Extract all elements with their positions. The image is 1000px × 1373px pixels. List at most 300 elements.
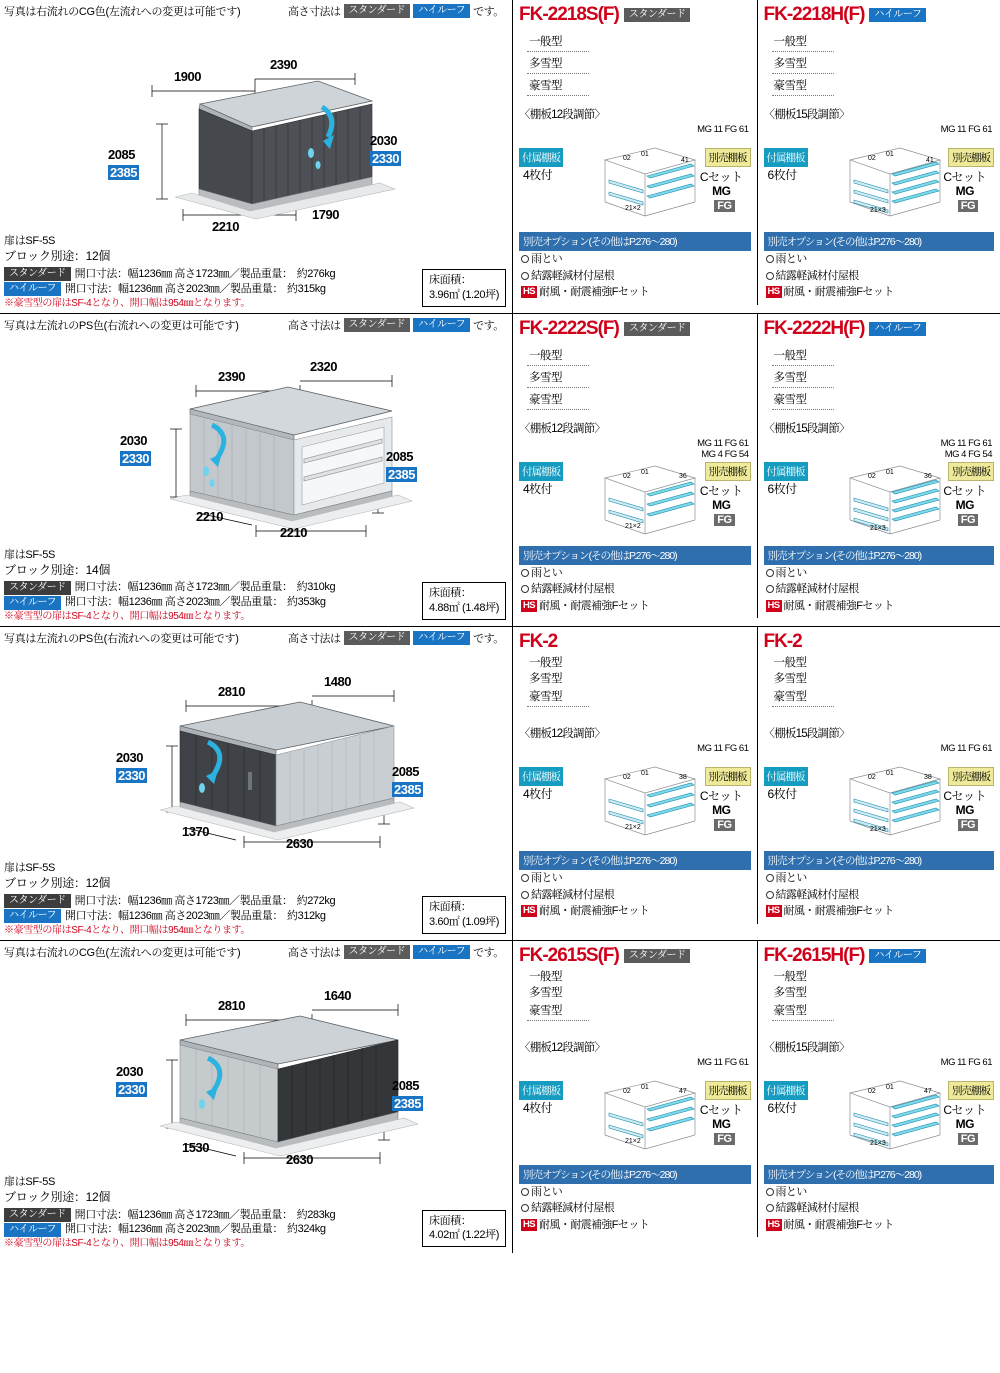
spec-area-3: [0, 894, 512, 940]
model-variant-badge: スタンダード: [624, 322, 691, 336]
weight-highroof: 約324kg: [287, 1223, 326, 1236]
option-header[interactable]: 別売オプション(その他はP.276～280): [519, 1165, 751, 1184]
dim-top-left: 1900: [174, 69, 201, 84]
badge-highroof-spec: ハイルーフ: [4, 1223, 61, 1237]
type-list: [513, 26, 757, 96]
radio-icon[interactable]: [521, 874, 529, 882]
type-list: [758, 340, 1000, 410]
floor-area-label: 床面積：: [428, 273, 472, 286]
svg-text:21×3: 21×3: [869, 826, 886, 834]
svg-text:02: 02: [623, 1087, 631, 1095]
mg-label: MG: [955, 1116, 974, 1131]
row1-drawing-pane: [0, 0, 512, 313]
hs-badge: HS: [767, 1219, 780, 1231]
attached-shelf-tag: 付属棚板: [519, 462, 563, 481]
mg-label: MG: [712, 803, 731, 818]
spec-standard-text: 開口寸法：幅1236㎜ 高さ1723㎜／製品重量：: [74, 895, 293, 908]
badge-standard: スタンダード: [344, 318, 411, 332]
model-col-2218H: [757, 0, 1000, 305]
option-item-condensation-roof[interactable]: [513, 1200, 757, 1217]
dim-left-highroof: 2030: [116, 1063, 143, 1079]
dim-bottom-front: 2210: [212, 219, 239, 234]
type-item-extremesnow: 豪雪型: [527, 388, 589, 410]
type-item-general: 一般型: [527, 344, 589, 366]
option-header[interactable]: 別売オプション(その他はP.276～280): [764, 1165, 995, 1184]
dim-bottom-side: 1530: [182, 1139, 209, 1155]
fg-label: FG: [958, 819, 978, 831]
model-col-r3-highroof: [757, 627, 1000, 924]
row2-drawing-pane: [0, 314, 512, 627]
fg-label: FG: [714, 819, 734, 831]
svg-text:01: 01: [885, 1083, 894, 1091]
option-item-fset[interactable]: [758, 284, 1000, 301]
option-label: 雨とい: [531, 872, 563, 885]
svg-text:01: 01: [641, 1083, 649, 1091]
option-label: 結露軽減材付屋根: [531, 1202, 615, 1215]
mg-label: MG: [712, 184, 731, 198]
badge-highroof: ハイルーフ: [413, 4, 470, 18]
model-name: FK-2: [519, 631, 558, 653]
block-note: [0, 1190, 512, 1206]
type-list: [758, 26, 1000, 96]
fg-label: FG: [958, 1133, 978, 1145]
block-note: [0, 563, 512, 579]
sold-shelf-set: Cセット: [699, 789, 743, 804]
sold-shelf-tag: 別売棚板: [948, 148, 994, 167]
mg-label: MG: [955, 184, 974, 198]
sold-shelf-set: Cセット: [943, 170, 986, 184]
type-item-general: 一般型: [529, 970, 562, 983]
mg-code-line: MG 11 FG 61: [697, 1056, 749, 1068]
radio-icon[interactable]: [766, 1204, 774, 1212]
svg-text:47: 47: [679, 1087, 687, 1095]
shelf-diagram: [513, 122, 757, 230]
type-item-extremesnow: 豪雪型: [772, 388, 834, 410]
option-header[interactable]: 別売オプション(その他はP.276～280): [764, 232, 995, 251]
spec-warning: ※豪雪型の扉はSF-4となり、開口幅は954㎜となります。: [4, 924, 250, 936]
height-note-suffix: です。: [473, 319, 504, 332]
weight-standard: 約272kg: [296, 895, 336, 908]
sold-shelf-tag: 別売棚板: [948, 1081, 994, 1100]
dim-bottom-side: 2210: [196, 508, 223, 524]
option-item-gutter[interactable]: [758, 870, 1000, 887]
option-item-gutter[interactable]: [513, 565, 757, 582]
hs-badge: HS: [523, 1219, 535, 1231]
svg-text:41: 41: [925, 157, 934, 164]
mg-code-list: [941, 743, 992, 755]
hs-badge: HS: [523, 599, 535, 611]
shed-drawing-3: [0, 646, 512, 861]
weight-highroof: 約315kg: [287, 282, 326, 295]
fg-label: FG: [714, 1133, 734, 1145]
model-col-2615S: [513, 941, 757, 1238]
badge-highroof-spec: ハイルーフ: [4, 596, 61, 610]
hs-badge: HS: [523, 286, 535, 298]
option-item-gutter[interactable]: [513, 1184, 757, 1201]
dim-bottom-side: 1790: [312, 207, 339, 222]
type-item-general: 一般型: [773, 657, 807, 670]
product-row-4: [0, 940, 1000, 1254]
model-name: FK-2615S(F): [519, 944, 619, 966]
sold-shelf-tag: 別売棚板: [705, 767, 751, 786]
photo-note: 写真は左流れのPS色(右流れへの変更は可能です): [4, 319, 239, 332]
sold-shelf-tag: 別売棚板: [705, 1081, 751, 1100]
floor-area-label: 床面積：: [428, 1214, 472, 1227]
block-note-prefix: ブロック別途：: [4, 249, 86, 264]
mg-code-line: MG 11 FG 61: [697, 743, 749, 755]
option-label: 雨とい: [531, 253, 563, 265]
shelf-title: 〈棚板15段調節〉: [763, 109, 850, 121]
height-note: [288, 3, 504, 19]
type-item-heavysnow: 多雪型: [529, 986, 562, 999]
radio-icon[interactable]: [766, 891, 774, 899]
svg-text:36: 36: [923, 472, 932, 480]
radio-icon[interactable]: [766, 569, 774, 577]
model-head: [758, 627, 1000, 653]
sold-shelf-set: Cセット: [943, 1102, 986, 1117]
dim-left-standard: 2085: [108, 147, 135, 162]
dim-left-highroof: 2030: [120, 432, 147, 448]
type-item-heavysnow: 多雪型: [527, 52, 589, 74]
block-count: 14個: [85, 562, 111, 577]
height-note-prefix: 高さ寸法は: [288, 319, 341, 332]
block-count: 12個: [85, 249, 111, 264]
option-item-condensation-roof[interactable]: [513, 887, 757, 904]
svg-text:02: 02: [867, 472, 876, 480]
option-item-gutter[interactable]: [758, 251, 1000, 268]
type-item-extremesnow: 豪雪型: [527, 686, 589, 707]
svg-text:02: 02: [867, 155, 876, 162]
radio-icon[interactable]: [766, 874, 774, 882]
option-item-fset[interactable]: [513, 903, 757, 920]
model-name: FK-2218H(F): [763, 4, 865, 25]
mg-code-line: MG 11 FG 61: [940, 1056, 992, 1068]
model-name: FK-2218S(F): [519, 4, 619, 25]
option-label: 雨とい: [531, 566, 563, 579]
dim-top-right: 2320: [310, 358, 337, 374]
spec-warning: ※豪雪型の扉はSF-4となり、開口幅は954㎜となります。: [4, 1238, 250, 1250]
door-note: 扉はSF-5S: [4, 1175, 56, 1188]
svg-text:02: 02: [867, 774, 876, 782]
option-item-condensation-roof[interactable]: [758, 1200, 1000, 1217]
option-label: 耐風・耐震補強Fセット: [783, 286, 894, 298]
option-item-fset[interactable]: [758, 903, 1000, 920]
type-item-heavysnow: 多雪型: [527, 366, 589, 388]
mg-code-line: MG 11 FG 61: [940, 743, 992, 755]
badge-highroof: ハイルーフ: [413, 945, 470, 959]
type-item-general: 一般型: [772, 30, 834, 52]
type-list: [513, 340, 757, 410]
attached-shelf-tag: 付属棚板: [519, 767, 563, 786]
attached-shelf-count: 4枚付: [523, 1100, 553, 1115]
spec-standard-text: 開口寸法：幅1236㎜ 高さ1723㎜／製品重量：: [74, 267, 293, 280]
type-item-extremesnow: 豪雪型: [772, 1000, 834, 1021]
badge-standard-spec: スタンダード: [4, 1208, 71, 1222]
fg-label: FG: [958, 514, 978, 526]
attached-shelf-count: 4枚付: [523, 787, 553, 802]
height-note-suffix: です。: [473, 946, 504, 959]
floor-area-value: 3.96㎡ (1.20坪): [428, 288, 499, 301]
photo-note: 写真は右流れのCG色(左流れへの変更は可能です): [4, 946, 241, 959]
weight-standard: 約283kg: [296, 1208, 336, 1221]
row1-spec-pane: [512, 0, 1000, 313]
sold-shelf-set: Cセット: [699, 1102, 743, 1117]
spec-highroof-text: 開口寸法：幅1236㎜ 高さ2023㎜／製品重量：: [65, 596, 283, 609]
spec-highroof-text: 開口寸法：幅1236㎜ 高さ2023㎜／製品重量：: [65, 1223, 283, 1236]
model-variant-badge: ハイルーフ: [869, 8, 926, 22]
sold-shelf-tag: 別売棚板: [948, 462, 994, 481]
shelf-diagram: [758, 741, 1000, 849]
option-header[interactable]: 別売オプション(その他はP.276～280): [519, 232, 751, 251]
option-label: 結露軽減材付屋根: [775, 269, 859, 282]
option-item-fset[interactable]: [513, 1217, 757, 1234]
radio-icon[interactable]: [521, 891, 529, 899]
option-item-condensation-roof[interactable]: [513, 268, 757, 285]
model-col-2615H: [757, 941, 1000, 1238]
mg-code-list: [697, 743, 748, 755]
shelf-title: 〈棚板15段調節〉: [763, 728, 850, 741]
option-item-gutter[interactable]: [513, 870, 757, 887]
option-item-fset[interactable]: [513, 284, 757, 301]
dim-left-standard: 2330: [122, 450, 149, 466]
radio-icon[interactable]: [521, 255, 529, 263]
svg-text:01: 01: [641, 770, 649, 778]
dim-top-left: 2810: [218, 684, 245, 700]
product-row-3: [0, 626, 1000, 940]
fg-label: FG: [714, 200, 734, 212]
dim-left-standard: 2330: [118, 768, 145, 784]
radio-icon[interactable]: [521, 1188, 529, 1196]
dim-right-highroof: 2385: [394, 1095, 421, 1111]
shed-drawing-2: [0, 333, 512, 548]
dim-right-highroof: 2385: [388, 466, 415, 482]
shelf-title: 〈棚板12段調節〉: [519, 422, 606, 435]
dim-top-left: 2810: [218, 997, 245, 1013]
badge-standard: スタンダード: [344, 4, 411, 18]
row2-spec-pane: [512, 314, 1000, 627]
spec-warning: ※豪雪型の扉はSF-4となり、開口幅は954㎜となります。: [4, 297, 250, 309]
mg-label: MG: [955, 803, 974, 818]
mg-code-list: [941, 1057, 992, 1069]
mg-label: MG: [712, 497, 731, 512]
option-item-fset[interactable]: [758, 598, 1000, 615]
option-header[interactable]: 別売オプション(その他はP.276～280): [519, 851, 751, 870]
option-item-gutter[interactable]: [758, 1184, 1000, 1201]
svg-text:21×2: 21×2: [625, 824, 641, 832]
dim-bottom-front: 2210: [280, 524, 307, 540]
door-note: 扉はSF-5S: [4, 862, 56, 875]
type-item-general: 一般型: [772, 344, 834, 366]
hs-badge: HS: [767, 905, 780, 917]
spec-highroof-text: 開口寸法：幅1236㎜ 高さ2023㎜／製品重量：: [65, 282, 283, 295]
shed-drawing-1: [0, 19, 512, 234]
shelf-diagram: [758, 436, 1000, 544]
model-name: FK-2222H(F): [763, 317, 865, 339]
height-note: [288, 630, 504, 646]
svg-text:21×2: 21×2: [625, 205, 641, 212]
height-note: [288, 944, 504, 960]
model-head: [513, 627, 757, 653]
model-variant-badge: スタンダード: [624, 949, 691, 963]
option-item-fset[interactable]: [758, 1217, 1000, 1234]
radio-icon[interactable]: [766, 585, 774, 593]
floor-area-box: [422, 1210, 506, 1248]
option-label: 雨とい: [531, 1185, 563, 1198]
option-header[interactable]: 別売オプション(その他はP.276～280): [764, 546, 995, 565]
spec-highroof-text: 開口寸法：幅1236㎜ 高さ2023㎜／製品重量：: [65, 909, 283, 922]
type-item-extremesnow: 豪雪型: [527, 74, 589, 96]
attached-shelf-tag: 付属棚板: [764, 462, 808, 481]
svg-text:38: 38: [679, 774, 687, 782]
svg-text:47: 47: [923, 1087, 932, 1095]
weight-highroof: 約353kg: [287, 596, 326, 609]
mg-label: MG: [955, 497, 974, 512]
hs-badge: HS: [767, 286, 780, 298]
mg-code-line-2: MG 4 FG 54: [944, 449, 992, 461]
spec-warning: ※豪雪型の扉はSF-4となり、開口幅は954㎜となります。: [4, 611, 250, 623]
svg-text:38: 38: [923, 774, 932, 782]
row3-drawing-pane: [0, 627, 512, 940]
badge-standard: スタンダード: [344, 945, 411, 959]
option-label: 耐風・耐震補強Fセット: [783, 1218, 894, 1231]
block-note: [0, 249, 512, 265]
photo-note: 写真は右流れのCG色(左流れへの変更は可能です): [4, 6, 241, 18]
model-name: FK-2222S(F): [519, 317, 619, 339]
option-item-condensation-roof[interactable]: [758, 268, 1000, 285]
svg-text:21×3: 21×3: [869, 207, 886, 214]
option-item-condensation-roof[interactable]: [758, 887, 1000, 904]
type-item-heavysnow: 多雪型: [772, 52, 834, 74]
attached-shelf-count: 6枚付: [767, 1100, 797, 1115]
model-variant-badge: スタンダード: [624, 8, 691, 22]
dim-right-highroof: 2330: [372, 151, 399, 166]
weight-standard: 約310kg: [296, 581, 336, 594]
shelf-diagram: [758, 122, 1000, 230]
height-note-suffix: です。: [473, 633, 504, 646]
mg-code-list: [697, 124, 748, 136]
radio-icon[interactable]: [766, 255, 774, 263]
model-variant-badge: ハイルーフ: [869, 322, 926, 336]
product-row-1: [0, 0, 1000, 313]
radio-icon[interactable]: [521, 272, 529, 280]
svg-text:02: 02: [623, 472, 631, 480]
block-note-prefix: ブロック別途：: [4, 1190, 86, 1205]
block-note-prefix: ブロック別途：: [4, 876, 86, 891]
option-label: 結露軽減材付屋根: [775, 1202, 859, 1215]
dim-top-left: 2390: [218, 368, 245, 384]
type-item-general: 一般型: [527, 30, 589, 52]
sold-shelf-set: Cセット: [943, 483, 986, 498]
dim-right-standard: 2030: [370, 133, 397, 148]
option-item-gutter[interactable]: [513, 251, 757, 268]
option-label: 雨とい: [775, 566, 807, 579]
attached-shelf-tag: 付属棚板: [764, 767, 808, 786]
floor-area-value: 3.60㎡ (1.09坪): [428, 915, 499, 928]
model-col-r3-standard: [513, 627, 757, 924]
spec-area-4: [0, 1208, 512, 1254]
floor-area-box: [422, 896, 506, 934]
mg-code-line: MG 11 FG 61: [940, 124, 992, 135]
weight-standard: 約276kg: [296, 267, 336, 280]
floor-area-value: 4.02㎡ (1.22坪): [428, 1229, 499, 1242]
option-item-condensation-roof[interactable]: [758, 581, 1000, 598]
dim-bottom-front: 2630: [286, 836, 313, 852]
block-note-prefix: ブロック別途：: [4, 562, 86, 577]
badge-standard: スタンダード: [344, 631, 411, 645]
mg-code-list: [697, 1057, 748, 1069]
option-item-condensation-roof[interactable]: [513, 581, 757, 598]
option-header[interactable]: 別売オプション(その他はP.276～280): [764, 851, 995, 870]
model-head: [513, 0, 757, 26]
option-label: 耐風・耐震補強Fセット: [539, 1218, 650, 1231]
mg-code-line: MG 11 FG 61: [940, 437, 992, 449]
dim-right-standard: 2085: [386, 448, 413, 464]
model-head: [758, 314, 1000, 340]
svg-text:01: 01: [885, 770, 894, 778]
type-item-extremesnow: 豪雪型: [527, 1000, 589, 1021]
sold-shelf-set: Cセット: [943, 789, 986, 804]
svg-text:36: 36: [679, 472, 687, 480]
mg-label: MG: [712, 1116, 731, 1131]
shelf-title: 〈棚板12段調節〉: [519, 728, 606, 741]
mg-code-line: MG 11 FG 61: [697, 437, 749, 449]
photo-note: 写真は左流れのPS色(右流れへの変更は可能です): [4, 633, 239, 646]
option-item-fset[interactable]: [513, 598, 757, 615]
dim-top-right: 1640: [324, 987, 351, 1003]
attached-shelf-tag: 付属棚板: [764, 148, 808, 167]
model-col-2222S: [513, 314, 757, 619]
badge-highroof-spec: ハイルーフ: [4, 909, 61, 923]
radio-icon[interactable]: [766, 272, 774, 280]
option-label: 耐風・耐震補強Fセット: [539, 905, 650, 918]
option-item-gutter[interactable]: [758, 565, 1000, 582]
attached-shelf-count: 6枚付: [767, 787, 797, 802]
badge-standard-spec: スタンダード: [4, 267, 71, 281]
option-label: 雨とい: [775, 253, 807, 265]
radio-icon[interactable]: [521, 569, 529, 577]
floor-area-box: [422, 269, 506, 307]
sold-shelf-tag: 別売棚板: [705, 148, 751, 167]
shelf-diagram: [513, 741, 757, 849]
svg-text:21×3: 21×3: [869, 524, 886, 532]
spec-area-1: [0, 267, 512, 313]
type-item-heavysnow: 多雪型: [773, 673, 807, 686]
option-header[interactable]: 別売オプション(その他はP.276～280): [519, 546, 751, 565]
radio-icon[interactable]: [521, 585, 529, 593]
attached-shelf-tag: 付属棚板: [519, 148, 563, 167]
radio-icon[interactable]: [521, 1204, 529, 1212]
hs-badge: HS: [523, 905, 535, 917]
option-label: 結露軽減材付屋根: [775, 583, 859, 596]
floor-area-label: 床面積：: [428, 587, 472, 600]
spec-standard-text: 開口寸法：幅1236㎜ 高さ1723㎜／製品重量：: [74, 581, 293, 594]
model-head: [513, 941, 757, 967]
type-item-general: 一般型: [773, 970, 807, 983]
type-list: [758, 653, 1000, 707]
model-head: [758, 941, 1000, 967]
shelf-diagram: [758, 1055, 1000, 1163]
row4-drawing-pane: [0, 941, 512, 1254]
door-note: 扉はSF-5S: [4, 548, 56, 561]
badge-highroof: ハイルーフ: [413, 318, 470, 332]
option-label: 結露軽減材付屋根: [531, 583, 615, 596]
shelf-title: 〈棚板12段調節〉: [519, 1041, 606, 1054]
type-item-heavysnow: 多雪型: [529, 673, 562, 686]
radio-icon[interactable]: [766, 1188, 774, 1196]
spec-area-2: [0, 580, 512, 626]
attached-shelf-count: 6枚付: [767, 481, 797, 496]
option-label: 雨とい: [775, 1185, 807, 1198]
